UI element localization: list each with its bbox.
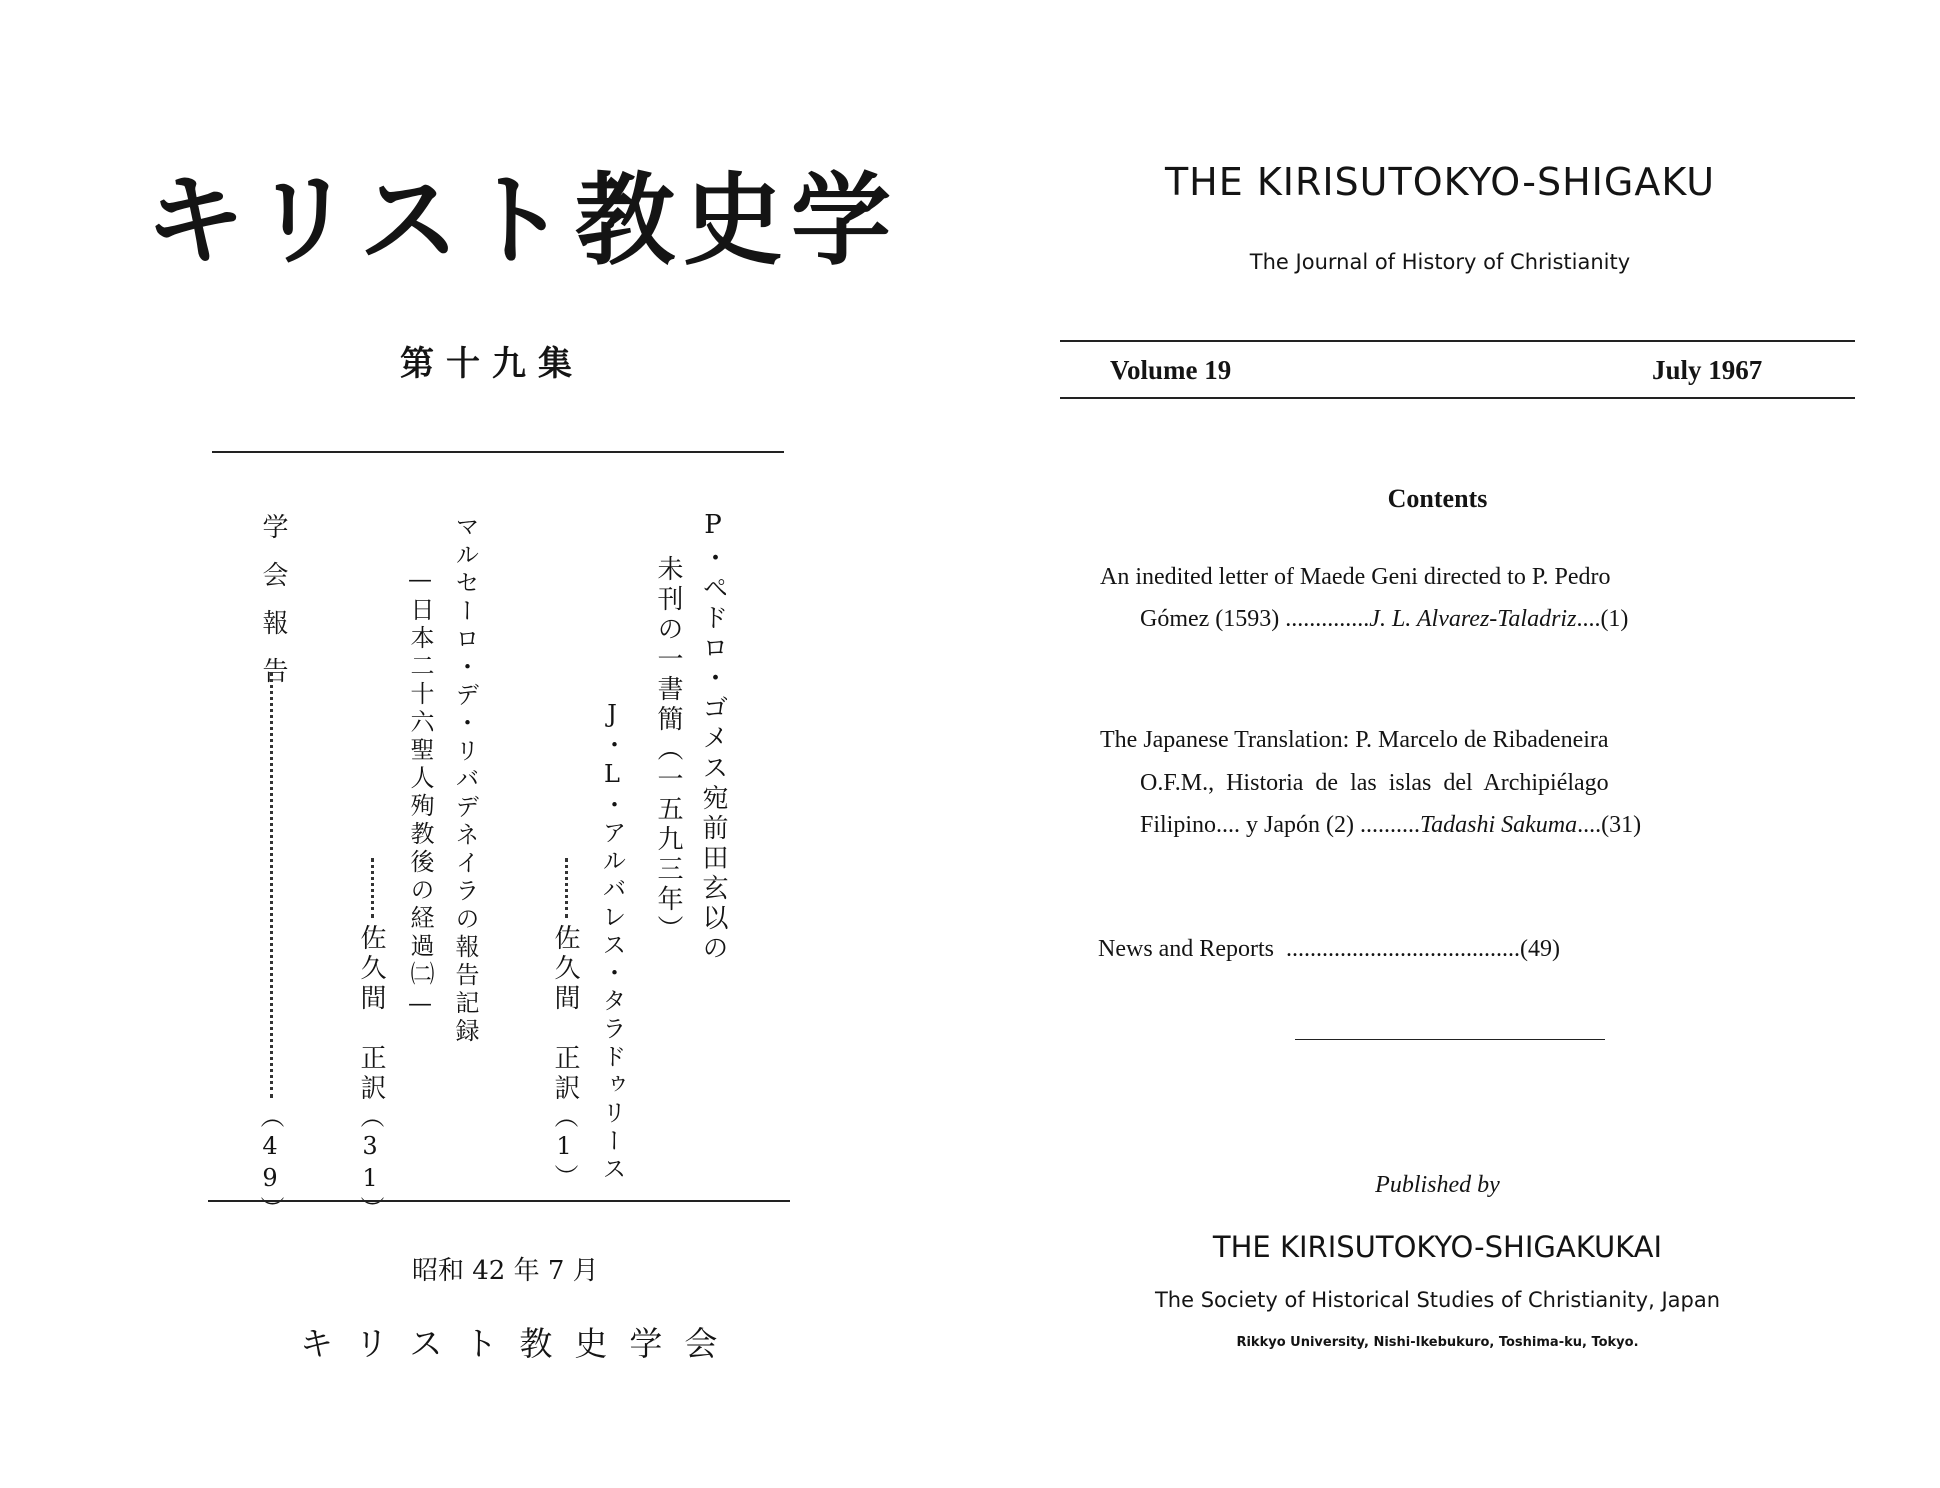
contents-end-rule [1295,1039,1605,1040]
english-title-page [970,0,1940,1488]
toc-entry-1-title-line1: P・ペドロ・ゴメス宛前田玄以の [698,510,728,964]
volume-label: Volume 19 [1110,355,1232,385]
journal-subtitle: The Journal of History of Christianity [1249,250,1631,274]
contents-entry-3-page: .......................................(49) [1285,936,1560,962]
contents-heading: Contents [1387,484,1488,513]
toc-entry-3-leader-dots [270,672,275,1098]
toc-entry-1-title-line2: 未刊の一書簡（一五九三年） [653,555,683,945]
contents-entry-3 [1098,936,1560,963]
bottom-divider [208,1200,790,1202]
toc-entry-3-title: 学会報告 [258,513,288,705]
published-by-label: Published by [1375,1172,1500,1198]
contents-entry-2-title-end: Filipino.... y Japón (2) .......... [1140,812,1420,838]
toc-entry-2-title-line2: —日本二十六聖人殉教後の経過㈡— [406,565,434,1021]
toc-entry-1-translator: 佐久間 正訳 [550,924,580,1104]
publisher-address: Rikkyo University, Nishi-Ikebukuro, Toshima-ku, Tokyo. [1236,1335,1639,1350]
contents-entry-1-title-end: Gómez (1593) .............. [1140,606,1370,632]
contents-entry-3-title: News and Reports [1098,936,1274,962]
contents-entry-1-line2 [1140,606,1628,633]
journal-title-japanese: キリスト教史学 [145,161,899,279]
issue-date: July 1967 [1652,355,1763,385]
contents-entry-2-author: Tadashi Sakuma [1420,812,1578,838]
toc-entry-2-translator: 佐久間 正訳 [356,924,386,1104]
publication-date-japanese: 昭和 42 年 7 月 [412,1256,599,1286]
contents-entry-1-author: J. L. Alvarez-Taladriz [1369,606,1577,632]
volume-number-japanese: 第十九集 [400,344,584,384]
volume-top-rule [1060,340,1855,342]
contents-entry-2-line2: O.F.M., Historia de las islas del Archipiélago [1140,770,1609,796]
contents-entry-2-line1: The Japanese Translation: P. Marcelo de Ribadeneira [1100,727,1609,753]
publisher-society: The Society of Historical Studies of Christianity, Japan [1154,1288,1721,1312]
toc-entry-2-title-line1: マルセーロ・デ・リバデネイラの報告記録 [451,514,479,1046]
contents-entry-2-page: ....(31) [1577,812,1642,838]
contents-entry-1-line1: An inedited letter of Maede Geni directed to P. Pedro [1100,564,1611,590]
society-name-japanese: キリスト教史学会 [300,1324,740,1363]
top-divider [212,451,784,453]
toc-entry-2-leader-dots [371,858,376,918]
toc-entry-1-leader-dots [565,858,570,918]
toc-entry-3-page: （49） [256,1104,284,1224]
contents-entry-1-page: ....(1) [1576,606,1629,632]
publisher-name: THE KIRISUTOKYO-SHIGAKUKAI [1212,1230,1663,1264]
journal-title-english: THE KIRISUTOKYO-SHIGAKU [1164,160,1716,204]
toc-entry-2-page: （31） [356,1104,384,1224]
toc-entry-1-author: J・L・アルバレス・タラドゥリース [598,700,626,1184]
toc-entry-1-page: （1） [550,1104,578,1192]
contents-entry-2-line3 [1140,812,1641,839]
volume-bottom-rule [1060,397,1855,399]
